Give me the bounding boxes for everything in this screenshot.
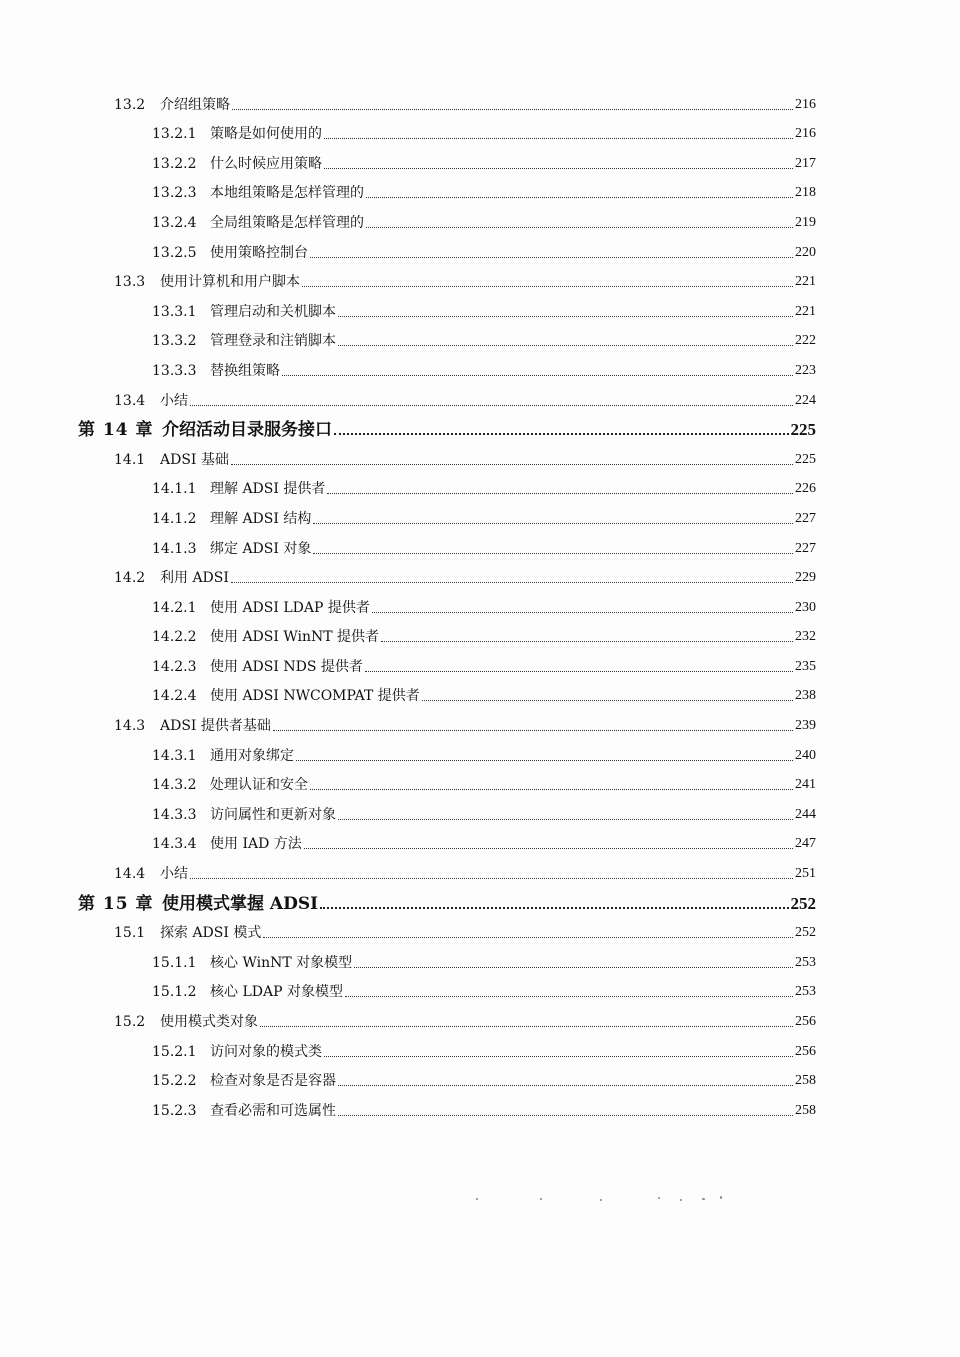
toc-entry-sec xyxy=(114,439,816,469)
scan-speck xyxy=(476,1198,478,1200)
toc-entry-number: 15.2 xyxy=(114,1014,146,1030)
toc-entry-title: 通用对象绑定 xyxy=(210,747,294,764)
toc-entry-title: 小结 xyxy=(160,392,188,409)
toc-entry-sub xyxy=(152,350,816,380)
toc-entry-number: 13.3.1 xyxy=(152,303,197,320)
toc-entry-page-number: 241 xyxy=(795,777,816,793)
toc-entry-sec xyxy=(114,380,816,410)
dot-leader xyxy=(366,197,793,198)
dot-leader xyxy=(381,641,793,642)
dot-leader xyxy=(338,1085,793,1086)
toc-entry-sec xyxy=(114,853,816,883)
toc-entry-page-number: 252 xyxy=(790,893,816,913)
toc-entry-page-number: 252 xyxy=(795,925,816,941)
dot-leader xyxy=(313,523,793,524)
dot-leader xyxy=(334,433,789,435)
toc-entry-sec xyxy=(114,262,816,292)
toc-entry-page-number: 229 xyxy=(795,570,816,586)
dot-leader xyxy=(365,671,793,672)
toc-entry-number: 13.2 xyxy=(114,96,146,113)
toc-entry-sub xyxy=(152,824,816,854)
dot-leader xyxy=(302,286,793,287)
toc-entry-page-number: 219 xyxy=(795,214,816,230)
toc-entry-title: 核心 LDAP 对象模型 xyxy=(210,984,343,1001)
scan-speck xyxy=(720,1196,722,1199)
toc-entry-number: 13.4 xyxy=(114,392,146,409)
toc-entry-number: 13.3.3 xyxy=(152,362,197,379)
toc-entry-sub xyxy=(152,114,816,144)
toc-entry-title: 替换组策略 xyxy=(210,362,280,379)
toc-entry-sub xyxy=(152,143,816,173)
dot-leader xyxy=(372,612,793,613)
toc-entry-number: 14.1.3 xyxy=(152,540,197,557)
dot-leader xyxy=(190,878,793,879)
dot-leader xyxy=(313,553,793,554)
toc-entry-sub xyxy=(152,321,816,351)
toc-entry-page-number: 230 xyxy=(795,599,816,615)
toc-entry-title: 管理登录和注销脚本 xyxy=(210,333,336,350)
dot-leader xyxy=(338,316,793,317)
toc-entry-number: 14.3.2 xyxy=(152,777,197,794)
toc-entry-title: 利用 ADSI xyxy=(160,570,229,587)
toc-entry-page-number: 256 xyxy=(795,1043,816,1059)
toc-entry-sub xyxy=(152,735,816,765)
toc-entry-title: 全局组策略是怎样管理的 xyxy=(210,214,364,231)
dot-leader xyxy=(422,700,793,701)
toc-entry-number: 13.3 xyxy=(114,274,146,291)
toc-entry-page-number: 244 xyxy=(795,806,816,822)
scan-speck xyxy=(540,1198,542,1200)
dot-leader xyxy=(366,227,793,228)
toc-entry-title: 使用模式类对象 xyxy=(160,1014,258,1030)
toc-entry-number: 15.1.2 xyxy=(152,984,197,1001)
toc-entry-sub xyxy=(152,528,816,558)
toc-entry-page-number: 221 xyxy=(795,274,816,290)
toc-entry-number: 第 15 章 xyxy=(78,893,154,914)
toc-entry-page-number: 227 xyxy=(795,540,816,556)
toc-entry-title: 处理认证和安全 xyxy=(210,777,308,794)
toc-entry-number: 14.1 xyxy=(114,451,146,468)
toc-entry-number: 14.2.2 xyxy=(152,629,197,646)
toc-entry-page-number: 218 xyxy=(795,185,816,201)
toc-entry-title: 使用策略控制台 xyxy=(210,244,308,261)
dot-leader xyxy=(324,168,793,169)
toc-entry-page-number: 240 xyxy=(795,747,816,763)
toc-entry-title: 使用 ADSI NWCOMPAT 提供者 xyxy=(210,688,420,705)
toc-entry-sub xyxy=(152,173,816,203)
toc-entry-page-number: 238 xyxy=(795,688,816,704)
toc-entry-sec xyxy=(114,84,816,114)
toc-entry-number: 15.2.1 xyxy=(152,1043,197,1060)
toc-entry-page-number: 225 xyxy=(795,451,816,467)
dot-leader xyxy=(320,907,788,909)
toc-entry-number: 14.2.4 xyxy=(152,688,197,705)
dot-leader xyxy=(231,582,793,583)
toc-entry-page-number: 220 xyxy=(795,244,816,260)
toc-entry-sub xyxy=(152,1061,816,1091)
toc-entry-page-number: 223 xyxy=(795,362,816,378)
dot-leader xyxy=(338,819,793,820)
toc-entry-sub xyxy=(152,498,816,528)
toc-entry-sub xyxy=(152,232,816,262)
toc-entry-title: 查看必需和可选属性 xyxy=(210,1102,336,1119)
toc-entry-title: 介绍组策略 xyxy=(160,96,230,113)
toc-entry-page-number: 227 xyxy=(795,510,816,526)
toc-entry-title: 使用计算机和用户脚本 xyxy=(160,274,300,291)
toc-entry-sec xyxy=(114,913,816,943)
toc-entry-title: 绑定 ADSI 对象 xyxy=(210,540,312,557)
toc-entry-number: 13.2.5 xyxy=(152,244,197,261)
toc-entry-number: 14.3.1 xyxy=(152,747,197,764)
toc-entry-title: 策略是如何使用的 xyxy=(210,126,322,143)
toc-entry-sub xyxy=(152,1031,816,1061)
toc-entry-sub xyxy=(152,617,816,647)
toc-entry-number: 13.2.3 xyxy=(152,185,197,202)
toc-entry-sub xyxy=(152,765,816,795)
toc-entry-title: ADSI 提供者基础 xyxy=(160,718,271,735)
toc-entry-number: 13.3.2 xyxy=(152,333,197,350)
toc-entry-page-number: 222 xyxy=(795,333,816,349)
toc-entry-page-number: 253 xyxy=(795,984,816,1000)
toc-entry-sec xyxy=(114,1001,816,1031)
toc-entry-title: 使用 ADSI LDAP 提供者 xyxy=(210,599,370,616)
toc-entry-number: 14.2 xyxy=(114,570,146,587)
dot-leader xyxy=(304,848,793,849)
toc-entry-page-number: 256 xyxy=(795,1014,816,1029)
toc-entry-number: 14.3.4 xyxy=(152,836,197,853)
dot-leader xyxy=(273,730,793,731)
toc-entry-number: 13.2.4 xyxy=(152,214,197,231)
toc-entry-title: 核心 WinNT 对象模型 xyxy=(210,954,353,971)
dot-leader xyxy=(354,967,793,968)
toc-entry-page-number: 253 xyxy=(795,954,816,970)
toc-entry-page-number: 251 xyxy=(795,866,816,882)
dot-leader xyxy=(327,493,793,494)
toc-entry-page-number: 258 xyxy=(795,1102,816,1118)
toc-entry-sub xyxy=(152,942,816,972)
toc-entry-page-number: 216 xyxy=(795,96,816,112)
toc-entry-sec xyxy=(114,558,816,588)
toc-entry-title: 介绍活动目录服务接口 xyxy=(162,420,332,441)
toc-entry-number: 13.2.1 xyxy=(152,126,197,143)
toc-entry-sub xyxy=(152,469,816,499)
toc-entry-page-number: 224 xyxy=(795,392,816,408)
toc-entry-title: 什么时候应用策略 xyxy=(210,155,322,172)
toc-entry-page-number: 216 xyxy=(795,126,816,142)
toc-entry-number: 第 14 章 xyxy=(78,420,154,441)
toc-entry-number: 14.4 xyxy=(114,866,146,883)
toc-entry-number: 14.3 xyxy=(114,718,146,735)
toc-entry-number: 14.3.3 xyxy=(152,806,197,823)
toc-entry-title: ADSI 基础 xyxy=(160,451,229,468)
toc-entry-sub xyxy=(152,676,816,706)
scan-speck xyxy=(600,1199,602,1201)
dot-leader xyxy=(345,996,793,997)
dot-leader xyxy=(310,789,793,790)
toc-entry-title: 本地组策略是怎样管理的 xyxy=(210,185,364,202)
dot-leader xyxy=(263,937,793,938)
toc-entry-sec xyxy=(114,705,816,735)
toc-entry-title: 使用 ADSI WinNT 提供者 xyxy=(210,629,380,646)
toc-entry-sub xyxy=(152,646,816,676)
toc-entry-title: 探索 ADSI 模式 xyxy=(160,925,262,942)
toc-entry-page-number: 217 xyxy=(795,155,816,171)
toc-entry-page-number: 239 xyxy=(795,718,816,734)
toc-entry-sub xyxy=(152,972,816,1002)
dot-leader xyxy=(338,345,793,346)
toc-entry-number: 15.1 xyxy=(114,925,146,942)
dot-leader xyxy=(310,257,793,258)
toc-entry-page-number: 247 xyxy=(795,836,816,852)
toc-entry-sub xyxy=(152,291,816,321)
toc-entry-number: 14.2.3 xyxy=(152,658,197,675)
dot-leader xyxy=(232,109,793,110)
toc-entry-title: 使用 ADSI NDS 提供者 xyxy=(210,658,363,675)
toc-entry-title: 使用 IAD 方法 xyxy=(210,836,302,853)
toc-entry-title: 小结 xyxy=(160,866,188,883)
toc-entry-title: 使用模式掌握 ADSI xyxy=(162,893,319,914)
toc-entry-number: 15.1.1 xyxy=(152,954,197,971)
dot-leader xyxy=(324,1056,793,1057)
toc-entry-page-number: 226 xyxy=(795,481,816,497)
toc-entry-number: 15.2.2 xyxy=(152,1073,197,1090)
toc-entry-number: 15.2.3 xyxy=(152,1102,197,1119)
dot-leader xyxy=(260,1026,793,1027)
toc-entry-page-number: 235 xyxy=(795,658,816,674)
toc-entry-title: 访问属性和更新对象 xyxy=(210,806,336,823)
scan-speck xyxy=(680,1199,682,1201)
dot-leader xyxy=(338,1115,793,1116)
toc-entry-sub xyxy=(152,587,816,617)
dot-leader xyxy=(231,464,793,465)
toc-entry-number: 14.1.2 xyxy=(152,510,197,527)
toc-entry-sub xyxy=(152,202,816,232)
toc-entry-title: 管理启动和关机脚本 xyxy=(210,303,336,320)
toc-entry-title: 检查对象是否是容器 xyxy=(210,1073,336,1090)
toc-entry-page-number: 258 xyxy=(795,1073,816,1089)
toc-entry-chap xyxy=(78,883,816,913)
toc-entry-sub xyxy=(152,794,816,824)
toc-entry-page-number: 225 xyxy=(790,420,816,440)
toc-entry-page-number: 221 xyxy=(795,303,816,319)
dot-leader xyxy=(282,375,793,376)
toc-entry-sub xyxy=(152,1090,816,1120)
toc-entry-page-number: 232 xyxy=(795,629,816,645)
toc-entry-chap xyxy=(78,410,816,440)
toc-entry-title: 理解 ADSI 提供者 xyxy=(210,481,326,498)
toc-entry-number: 13.2.2 xyxy=(152,155,197,172)
toc-entry-title: 访问对象的模式类 xyxy=(210,1043,322,1060)
scan-speck xyxy=(658,1197,660,1199)
toc-entry-number: 14.2.1 xyxy=(152,599,197,616)
dot-leader xyxy=(296,760,793,761)
dot-leader xyxy=(190,405,793,406)
dot-leader xyxy=(324,138,793,139)
toc-entry-number: 14.1.1 xyxy=(152,481,197,498)
table-of-contents xyxy=(0,84,960,1120)
toc-entry-title: 理解 ADSI 结构 xyxy=(210,510,312,527)
scan-speck xyxy=(702,1198,705,1200)
